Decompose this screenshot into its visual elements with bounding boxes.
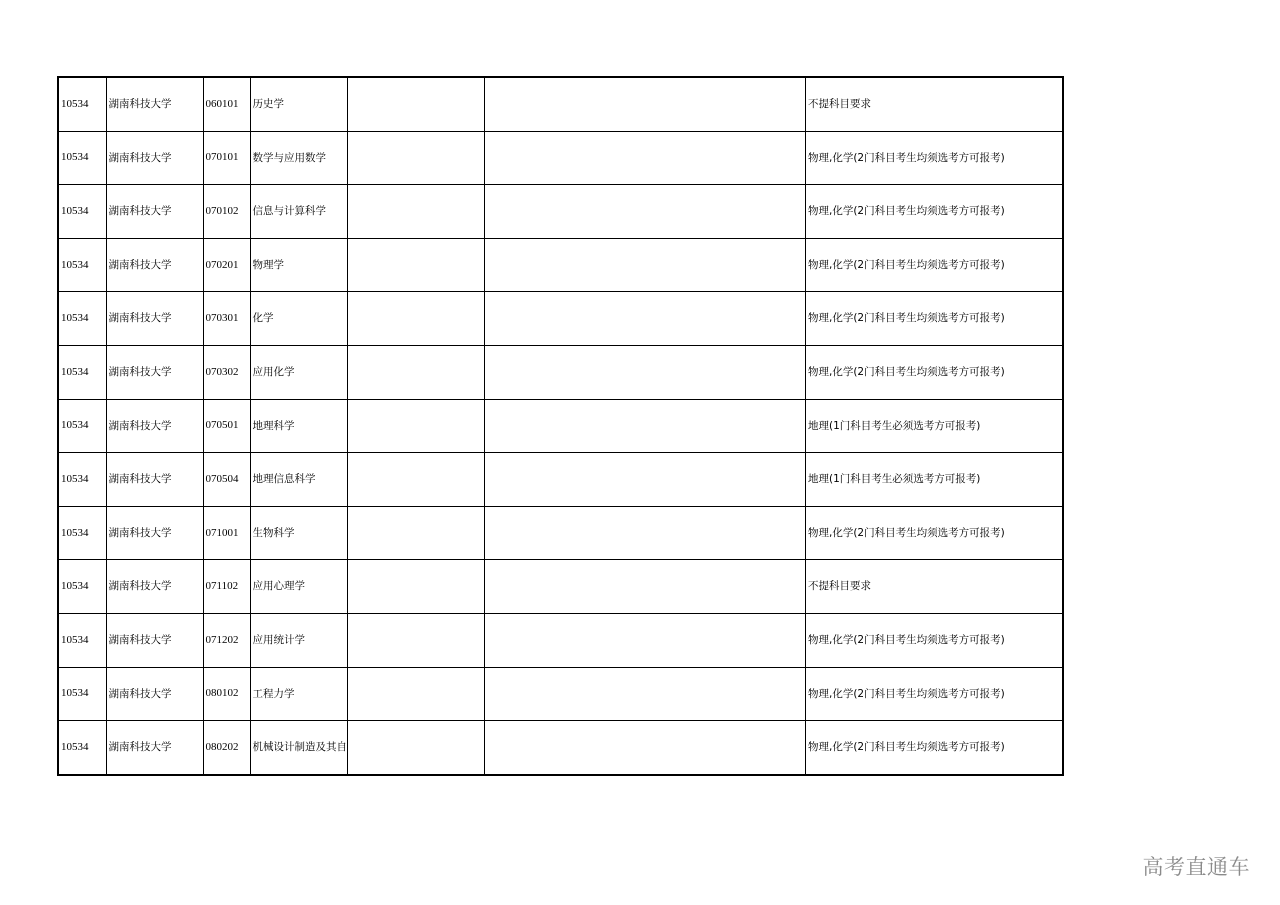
major-name-cell: 历史学 [250,77,348,131]
major-name-cell: 地理信息科学 [250,453,348,507]
major-name-cell: 生物科学 [250,506,348,560]
table-row [58,185,1063,239]
empty-cell [485,613,806,667]
empty-cell [485,399,806,453]
table-row [58,345,1063,399]
school-name-cell: 湖南科技大学 [106,131,203,185]
major-code-cell: 070301 [203,292,250,346]
table-row [58,77,1063,131]
subject-requirement-cell: 物理,化学(2门科目考生均须选考方可报考) [806,721,1063,775]
school-name-cell: 湖南科技大学 [106,453,203,507]
major-code-cell: 080202 [203,721,250,775]
major-code-cell: 070302 [203,345,250,399]
empty-cell [485,238,806,292]
major-code-cell: 071202 [203,613,250,667]
empty-cell [485,453,806,507]
major-name-cell: 数学与应用数学 [250,131,348,185]
major-name-cell: 信息与计算科学 [250,185,348,239]
table-row [58,721,1063,775]
school-name-cell: 湖南科技大学 [106,721,203,775]
empty-cell [348,613,485,667]
table-body [58,77,1063,775]
major-name-cell: 应用统计学 [250,613,348,667]
major-code-cell: 071001 [203,506,250,560]
school-code-cell: 10534 [58,185,106,239]
subject-requirements-table [57,76,1064,776]
school-name-cell: 湖南科技大学 [106,560,203,614]
empty-cell [348,453,485,507]
table-row [58,506,1063,560]
major-code-cell: 060101 [203,77,250,131]
school-code-cell: 10534 [58,238,106,292]
school-code-cell: 10534 [58,131,106,185]
school-code-cell: 10534 [58,292,106,346]
empty-cell [348,506,485,560]
major-code-cell: 070501 [203,399,250,453]
school-name-cell: 湖南科技大学 [106,345,203,399]
school-code-cell: 10534 [58,453,106,507]
empty-cell [485,292,806,346]
table-row [58,453,1063,507]
empty-cell [485,131,806,185]
school-code-cell: 10534 [58,506,106,560]
major-code-cell: 070201 [203,238,250,292]
subject-requirement-cell: 地理(1门科目考生必须选考方可报考) [806,399,1063,453]
school-code-cell: 10534 [58,345,106,399]
subject-requirement-cell: 物理,化学(2门科目考生均须选考方可报考) [806,292,1063,346]
empty-cell [348,345,485,399]
empty-cell [485,185,806,239]
empty-cell [485,345,806,399]
table-row [58,131,1063,185]
subject-requirement-cell: 地理(1门科目考生必须选考方可报考) [806,453,1063,507]
table-row [58,560,1063,614]
empty-cell [348,238,485,292]
subject-requirement-cell: 物理,化学(2门科目考生均须选考方可报考) [806,131,1063,185]
school-code-cell: 10534 [58,667,106,721]
school-code-cell: 10534 [58,77,106,131]
subject-requirement-cell: 物理,化学(2门科目考生均须选考方可报考) [806,345,1063,399]
major-name-cell: 地理科学 [250,399,348,453]
subject-requirement-cell: 物理,化学(2门科目考生均须选考方可报考) [806,506,1063,560]
major-code-cell: 070102 [203,185,250,239]
subject-requirement-cell: 物理,化学(2门科目考生均须选考方可报考) [806,613,1063,667]
major-name-cell: 机械设计制造及其自 [250,721,348,775]
table-row [58,399,1063,453]
major-code-cell: 071102 [203,560,250,614]
school-code-cell: 10534 [58,399,106,453]
table-row [58,238,1063,292]
school-name-cell: 湖南科技大学 [106,613,203,667]
empty-cell [348,560,485,614]
empty-cell [348,292,485,346]
major-name-cell: 工程力学 [250,667,348,721]
school-code-cell: 10534 [58,613,106,667]
table-row [58,292,1063,346]
empty-cell [485,560,806,614]
subject-requirement-cell: 物理,化学(2门科目考生均须选考方可报考) [806,185,1063,239]
empty-cell [485,77,806,131]
subject-requirement-cell: 物理,化学(2门科目考生均须选考方可报考) [806,667,1063,721]
watermark-text: 高考直通车 [1142,855,1250,879]
table-row [58,667,1063,721]
empty-cell [348,721,485,775]
major-code-cell: 070101 [203,131,250,185]
empty-cell [348,77,485,131]
major-code-cell: 070504 [203,453,250,507]
empty-cell [348,131,485,185]
school-name-cell: 湖南科技大学 [106,667,203,721]
major-code-cell: 080102 [203,667,250,721]
empty-cell [485,721,806,775]
school-code-cell: 10534 [58,560,106,614]
school-code-cell: 10534 [58,721,106,775]
school-name-cell: 湖南科技大学 [106,77,203,131]
school-name-cell: 湖南科技大学 [106,399,203,453]
school-name-cell: 湖南科技大学 [106,185,203,239]
empty-cell [348,185,485,239]
subject-requirement-cell: 物理,化学(2门科目考生均须选考方可报考) [806,238,1063,292]
table-row [58,613,1063,667]
major-name-cell: 物理学 [250,238,348,292]
major-name-cell: 应用化学 [250,345,348,399]
empty-cell [485,667,806,721]
subject-requirement-cell: 不提科目要求 [806,77,1063,131]
empty-cell [348,399,485,453]
empty-cell [348,667,485,721]
major-name-cell: 应用心理学 [250,560,348,614]
school-name-cell: 湖南科技大学 [106,238,203,292]
school-name-cell: 湖南科技大学 [106,292,203,346]
major-name-cell: 化学 [250,292,348,346]
school-name-cell: 湖南科技大学 [106,506,203,560]
subject-requirement-cell: 不提科目要求 [806,560,1063,614]
empty-cell [485,506,806,560]
